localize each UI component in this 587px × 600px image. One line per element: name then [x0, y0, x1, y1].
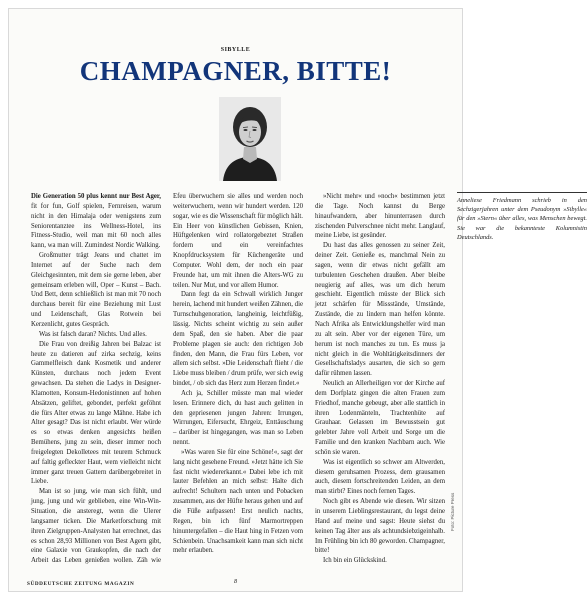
paragraph: Die Frau von dreißig Jahren bei Balzac ist heute zu datieren auf zirka sechzig, keins Gammelfleisch dank Kosmetik und anderer Künsten, durchaus noch jedem Event gewachsen. Da stehen die Ladys in Designer-Klamotten, Konsum-Hedonistinnen auf hohen Absätzen, geliftet, gebondet, perfekt geföhnt die fürs Alter etwas zu lange Mähne. Habe ich Alter gesagt? Das ist nicht erlaubt. Wer würde es so etwas denken angesichts heißen Bemühens, jung zu sein, dieser immer noch freigelegten Dekolletees mit teurem Schmuck auf faltig gefleckter Haut, wem vielleicht nicht immer ganz treuen Gattern darübergebreitet in Liebe. [31, 340, 161, 486]
article-lead: Die Generation 50 plus kennt nur Best Ager, [31, 193, 161, 200]
paragraph: Neulich an Allerheiligen vor der Kirche auf dem Dorfplatz gingen die alten Frauen zum Friedhof, manche gebeugt, aber alle stattlich in ihren Lodenmänteln, Trachtenhüte auf Grauhaar. Gelassen im Bewusstsein gut gelebter Jahre voll Arbeit und Sorge um die Familie und den kranken Nachbarn auch. Wie schön sie waren. [315, 380, 445, 456]
paragraph: Du hast das alles genossen zu seiner Zeit, deiner Zeit. Genieße es, manchmal Nein zu sagen, wenn dir etwas nicht gefällt am turbulenten Geschehen draußen. Aber bleibe neugierig auf alles, was um dich herum geschieht. Eigentlich müsste der Blick sich jetzt schärfen für Missstände, Umstände, Zustände, die zu lindern man helfen könnte. Nach Afrika als Entwicklungshelfer wird man zu alt sein. Aber vor der eigenen Türe, um herum ist noch manches zu tun. Es muss ja nicht gleich in die Wohltätigkeitsdinners der Gesellschaftsladys ausarten, die sich so gern dafür rühmen lassen. [315, 242, 445, 378]
bio-divider [457, 192, 587, 193]
footer-magazine-name: SÜDDEUTSCHE ZEITUNG MAGAZIN [27, 581, 135, 587]
portrait-image [219, 97, 281, 181]
author-bio: Anneliese Friedmann schrieb in den Sechzigerjahren unter dem Pseudonym »Sibylle« für den »Stern« über alles, was Menschen bewegt. Sie war die bekannteste Kolumnistin Deutschlands. [457, 197, 587, 241]
paragraph: »Was waren Sie für eine Schöne!«, sagt der lang nicht gesehene Freund. »Jetzt hätte ich Sie fast nicht wiedererkannt.« Dabei lebe ich mit lauter Befehlen an mich selbst: Halte dich aufrecht! Schultern nach unten und Pobacken zusammen, aus der Hüfte heraus gehen und auf die Füße aufpassen! Erst neulich nachts, Regen, bin ich fünf Marmortreppen hinuntergefallen – die Haut hing in Fetzen vom Schienbein. Unachsamkeit kann man sich nicht mehr erlauben. [173, 448, 303, 555]
page-number: 8 [234, 579, 237, 585]
paragraph: Ach ja, Schiller müsste man mal wieder lesen. Erinnere dich, du hast auch gelitten in den gepriesenen jungen Jahren: Irrungen, Wirrungen, Eifersucht, Ehrgeiz, Enttäuschung – darüber ist hingegangen, was man so Leben nennt. [173, 389, 303, 447]
paragraph: Die Generation 50 plus kennt nur Best Ager, fit for fun, Golf spielen, Fernreisen, warum nicht in den Himalaja oder wenigstens zum Seniorentanztee ins Wellness-Hotel, ins Fitness-Studio, weil man mit 60 noch alles kann, wa man will. Zumindest Nordic Walking. [31, 193, 161, 250]
magazine-page [8, 8, 587, 592]
paragraph: Dann fegt da ein Schwall wirklich Junger herein, lachend mit hundert weißen Zähnen, die Turnschuhgenoration, langheinig, leichtfüßig, lässig. Nichts scheint wichtig zu sein außer dem Spaß, den sie haben. Aber die paar Probleme plagen sie auch: den richtigen Job finden, den Mann, die Frau fürs Leben, vor allem sich selbst. »Die Leidenschaft flieht / die Liebe muss bleiben / drum prüfe, wer sich ewig bindet, / ob sich das Herz zum Herzen findet.« [173, 291, 303, 388]
article-title: CHAMPAGNER, BITTE! [79, 56, 392, 86]
column-label: SIBYLLE [220, 47, 251, 53]
paragraph: Großmutter trägt Jeans und chattet im Internet auf der Suche nach dem Gleichgesinnten, mit dem sie gerne leben, aber gemeinsam erleben will, Oper – Kunst – Bach. Und Bett, denn schließlich ist man mit 70 noch durchaus bereit für eine Beziehung mit Lust und Leidenschaft, Glas Rotwein bei Kerzenlicht, gutes Gespräch. [31, 252, 161, 328]
paragraph: Man ist so jung, wie man sich fühlt, und jung, jung und wir geblieben, eine Win-Win-Situation, die ansteregt, wenn die Ulerer langsamer ticken. Die Marketforschung mit ihren Zielgruppen-Analysten hat errechnet, das es schon 28,93 Millionen von Best Agern gibt, eine Galaxie von Graukopfen, die nach der Arbeit das Leben genießen wollen. Zäh wie Efeu überwuchern sie alles und werden noch weiterwuchern, wenn wir hundert werden. 120 sogar, wie es die Wissenschaft für möglich hält. Ein Heer von künstlichen Gebissen, Knien, Hüftgelenken wird rollatorgebeztet Straßen fordern und ein vereinfachtes Knopfdrucksystem für Küchengeräte und Computer. Wohl dem, der noch ein paar Freunde hat, um mit ihnen die Alters-WG zu teilen. Nur Mut, und vor allem Humor. [31, 193, 303, 565]
photo-credit: Foto: Picture Press [450, 492, 455, 531]
paragraph: Was ist falsch daran? Nichts. Und alles. [39, 330, 147, 338]
paragraph: »Nicht mehr« und »noch« bestimmen jetzt die Tage. Noch kannst du Berge hinaufwandern, aber hinunterrasen durch zischenden Pulverschnee nicht mehr. Langlauf, meine Liebe, ist gesünder. [315, 193, 445, 240]
author-portrait [219, 97, 281, 181]
paragraph: Was ist eigentlich so schwer am Altwerden, diesem geruhsamen Prozess, dem grausamen auch, diesem fortschreitenden Leiden, an dem man stirbt? Eines noch fernen Tages. [315, 458, 445, 496]
paragraph: Noch gibt es Abende wie diesen. Wir sitzen in unserem Lieblingsrestaurant, du legst deine Hand auf meine und sagst: Heute siehst du keinen Tag älter aus als achtundsiebzigeinhalb. Im Frühling bin ich 80 geworden. Champagner, bitte! [315, 498, 445, 555]
paragraph: Ich bin ein Glückskind. [323, 557, 387, 565]
